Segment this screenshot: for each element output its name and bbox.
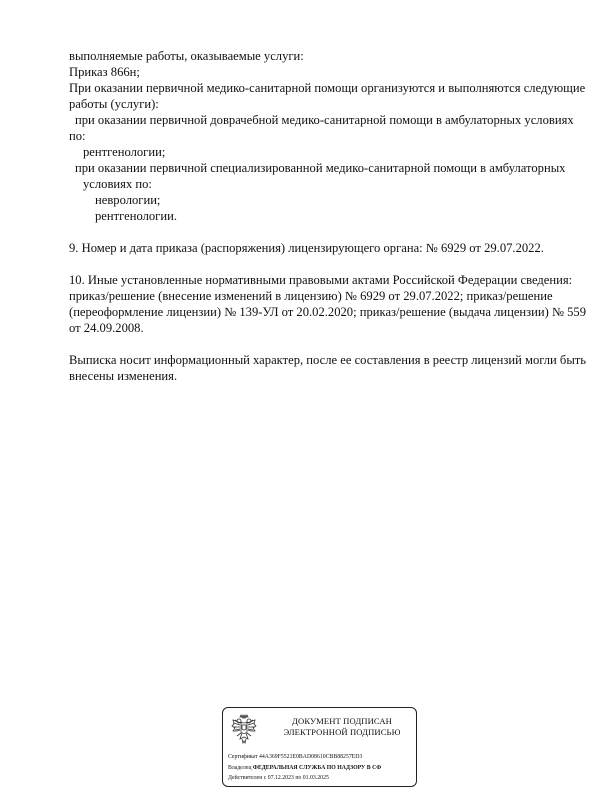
text-line: (переоформление лицензии) № 139-УЛ от 20.02.2020; приказ/решение (выдача лицензии) № 559 (69, 305, 587, 319)
paragraph-gap (69, 256, 569, 272)
text-line: работы (услуги): (69, 97, 159, 111)
text-line: при оказании первичной специализированной медико-санитарной помощи в амбулаторных (75, 161, 566, 175)
paragraph-gap (69, 336, 569, 352)
russian-coat-of-arms-icon (231, 714, 257, 746)
validity-line: Действителен с 07.12.2023 по 01.03.2025 (228, 775, 329, 781)
text-line: Выписка носит информационный характер, после ее составления в реестр лицензий могли быть (69, 353, 587, 367)
stamp-title-line-1: ДОКУМЕНТ ПОДПИСАН (292, 716, 392, 726)
text-line: внесены изменения. (69, 369, 178, 383)
text-line: от 24.09.2008. (69, 321, 144, 335)
document-body (69, 48, 587, 384)
text-line: рентгенологии. (95, 209, 177, 223)
text-line: по: (69, 129, 86, 143)
text-line: неврологии; (95, 193, 161, 207)
text-line: при оказании первичной доврачебной медико-санитарной помощи в амбулаторных условиях (75, 113, 574, 127)
owner-value: ФЕДЕРАЛЬНАЯ СЛУЖБА ПО НАДЗОРУ В СФ (252, 765, 382, 771)
text-line: выполняемые работы, оказываемые услуги: (69, 49, 304, 63)
paragraph (69, 240, 569, 256)
stamp-title (267, 716, 417, 738)
text-line: 10. Иные установленные нормативными правовыми актами Российской Федерации сведения: (69, 273, 573, 287)
text-line: При оказании первичной медико-санитарной помощи организуются и выполняются следующие (69, 81, 586, 95)
certificate-line (228, 753, 362, 761)
electronic-signature-stamp (222, 707, 417, 787)
paragraph (69, 48, 586, 224)
paragraph (69, 272, 587, 336)
text-line: 9. Номер и дата приказа (распоряжения) лицензирующего органа: № 6929 от 29.07.2022. (69, 241, 544, 255)
stamp-title-line-2: ЭЛЕКТРОННОЙ ПОДПИСЬЮ (283, 727, 401, 737)
owner-line (228, 764, 381, 772)
paragraph (69, 352, 587, 384)
owner-label: Владелец (228, 765, 252, 771)
paragraph-gap (69, 224, 569, 240)
certificate-label: Сертификат (228, 754, 258, 760)
text-line: Приказ 866н; (69, 65, 140, 79)
certificate-value: 44A369F5521E0BAD08610CBB88257ED3 (258, 754, 363, 760)
text-line: рентгенологии; (83, 145, 166, 159)
text-line: условиях по: (83, 177, 152, 191)
text-line: приказ/решение (внесение изменений в лицензию) № 6929 от 29.07.2022; приказ/решение (69, 289, 553, 303)
